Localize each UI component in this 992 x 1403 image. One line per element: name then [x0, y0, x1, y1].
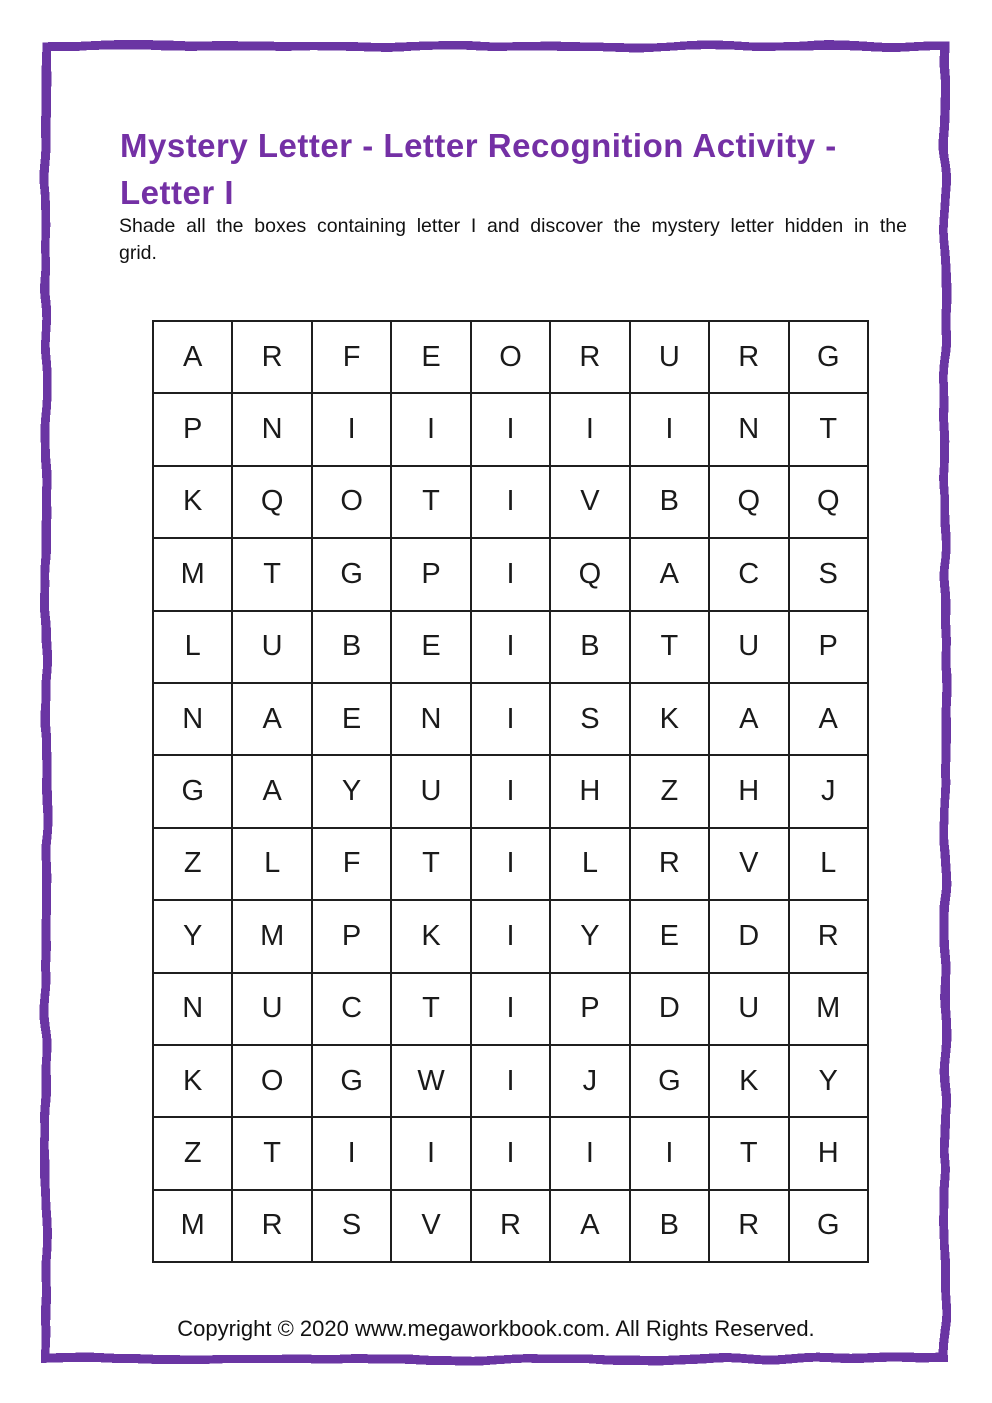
grid-cell: P [392, 539, 471, 609]
grid-row [154, 974, 867, 1046]
grid-cell: I [313, 394, 392, 464]
grid-cell: P [551, 974, 630, 1044]
grid-cell: R [551, 322, 630, 392]
grid-cell: Y [313, 756, 392, 826]
grid-cell: Q [551, 539, 630, 609]
grid-cell: I [472, 684, 551, 754]
grid-row [154, 1191, 867, 1261]
grid-cell: Z [631, 756, 710, 826]
grid-cell: U [710, 974, 789, 1044]
grid-cell: T [710, 1118, 789, 1188]
grid-cell: R [631, 829, 710, 899]
worksheet-title: Mystery Letter - Letter Recognition Activity - Letter I [120, 127, 837, 211]
letter-grid [152, 320, 869, 1263]
grid-cell: L [154, 612, 233, 682]
grid-cell: Y [154, 901, 233, 971]
grid-cell: I [313, 1118, 392, 1188]
grid-cell: I [551, 1118, 630, 1188]
grid-cell: G [313, 1046, 392, 1116]
grid-cell: B [631, 1191, 710, 1261]
grid-row [154, 467, 867, 539]
grid-cell: G [313, 539, 392, 609]
grid-cell: R [472, 1191, 551, 1261]
grid-cell: R [710, 322, 789, 392]
grid-cell: N [233, 394, 312, 464]
grid-cell: S [551, 684, 630, 754]
grid-cell: U [233, 974, 312, 1044]
grid-cell: A [710, 684, 789, 754]
grid-cell: U [710, 612, 789, 682]
grid-cell: I [472, 974, 551, 1044]
grid-cell: E [392, 612, 471, 682]
grid-cell: G [816, 340, 840, 373]
grid-cell: D [631, 974, 710, 1044]
grid-cell: T [392, 467, 471, 537]
grid-cell: N [154, 974, 233, 1044]
grid-cell: R [233, 1191, 312, 1261]
grid-cell: T [233, 1118, 312, 1188]
grid-cell: U [233, 612, 312, 682]
grid-cell: A [233, 756, 312, 826]
copyright-text: Copyright © 2020 www.megaworkbook.com. All Rights Reserved. [177, 1316, 815, 1341]
grid-cell: U [392, 756, 471, 826]
grid-cell: J [820, 775, 836, 808]
grid-cell: T [233, 539, 312, 609]
grid-cell: I [392, 1118, 471, 1188]
grid-cell: O [313, 467, 392, 537]
grid-row [154, 756, 867, 828]
grid-cell: Q [233, 467, 312, 537]
grid-cell: H [710, 756, 789, 826]
grid-cell: T [819, 413, 838, 446]
grid-cell: N [710, 394, 789, 464]
instructions-text: Shade all the boxes containing letter I and discover the mystery letter hidden in the grid. [119, 215, 907, 264]
grid-cell: K [392, 901, 471, 971]
grid-cell: G [631, 1046, 710, 1116]
grid-cell: L [820, 847, 837, 880]
grid-cell: V [710, 829, 789, 899]
grid-cell: R [233, 322, 312, 392]
grid-cell: E [631, 901, 710, 971]
grid-cell: O [472, 322, 551, 392]
grid-cell: M [816, 992, 841, 1025]
grid-cell: L [551, 829, 630, 899]
grid-cell: H [551, 756, 630, 826]
grid-cell: A [233, 684, 312, 754]
grid-cell: T [392, 829, 471, 899]
grid-cell: N [392, 684, 471, 754]
grid-row [154, 394, 867, 466]
grid-cell: I [551, 394, 630, 464]
grid-cell: P [313, 901, 392, 971]
grid-cell: J [551, 1046, 630, 1116]
grid-row [154, 829, 867, 901]
grid-cell: I [472, 467, 551, 537]
grid-cell: I [472, 539, 551, 609]
grid-cell: K [710, 1046, 789, 1116]
grid-cell: I [472, 901, 551, 971]
grid-row [154, 322, 867, 394]
grid-cell: V [551, 467, 630, 537]
grid-cell: Z [154, 1118, 233, 1188]
grid-cell: I [631, 1118, 710, 1188]
grid-cell: S [818, 557, 838, 590]
grid-cell: N [154, 684, 233, 754]
grid-cell: E [313, 684, 392, 754]
grid-cell: B [313, 612, 392, 682]
grid-cell: T [392, 974, 471, 1044]
grid-cell: I [472, 1118, 551, 1188]
grid-cell: M [154, 1191, 233, 1261]
grid-cell: H [817, 1136, 839, 1169]
grid-cell: A [818, 702, 838, 735]
grid-cell: C [313, 974, 392, 1044]
grid-row [154, 684, 867, 756]
grid-cell: I [472, 756, 551, 826]
grid-cell: Y [818, 1064, 838, 1097]
grid-cell: Q [816, 485, 840, 518]
grid-cell: S [313, 1191, 392, 1261]
grid-cell: W [392, 1046, 471, 1116]
grid-cell: O [233, 1046, 312, 1116]
grid-cell: E [392, 322, 471, 392]
grid-row [154, 1046, 867, 1118]
grid-cell: I [392, 394, 471, 464]
grid-cell: G [154, 756, 233, 826]
grid-cell: K [154, 467, 233, 537]
grid-cell: F [313, 322, 392, 392]
grid-row [154, 539, 867, 611]
grid-cell: M [233, 901, 312, 971]
grid-cell: L [233, 829, 312, 899]
grid-cell: U [631, 322, 710, 392]
grid-cell: A [551, 1191, 630, 1261]
grid-cell: Z [154, 829, 233, 899]
grid-cell: K [631, 684, 710, 754]
grid-cell: I [631, 394, 710, 464]
grid-cell: T [631, 612, 710, 682]
grid-cell: D [710, 901, 789, 971]
grid-cell: G [816, 1209, 840, 1242]
grid-cell: B [551, 612, 630, 682]
grid-cell: Q [710, 467, 789, 537]
grid-cell: F [313, 829, 392, 899]
grid-cell: P [154, 394, 233, 464]
grid-cell: P [818, 630, 838, 663]
grid-cell: Y [551, 901, 630, 971]
grid-cell: A [631, 539, 710, 609]
grid-cell: I [472, 612, 551, 682]
grid-cell: R [817, 919, 839, 952]
grid-cell: M [154, 539, 233, 609]
grid-cell: I [472, 1046, 551, 1116]
grid-cell: C [710, 539, 789, 609]
grid-cell: I [472, 394, 551, 464]
grid-cell: I [472, 829, 551, 899]
grid-cell: V [392, 1191, 471, 1261]
grid-row [154, 612, 867, 684]
grid-row [154, 901, 867, 973]
grid-cell: R [710, 1191, 789, 1261]
grid-row [154, 1118, 867, 1190]
grid-cell: K [154, 1046, 233, 1116]
grid-cell: B [631, 467, 710, 537]
grid-cell: A [154, 322, 233, 392]
